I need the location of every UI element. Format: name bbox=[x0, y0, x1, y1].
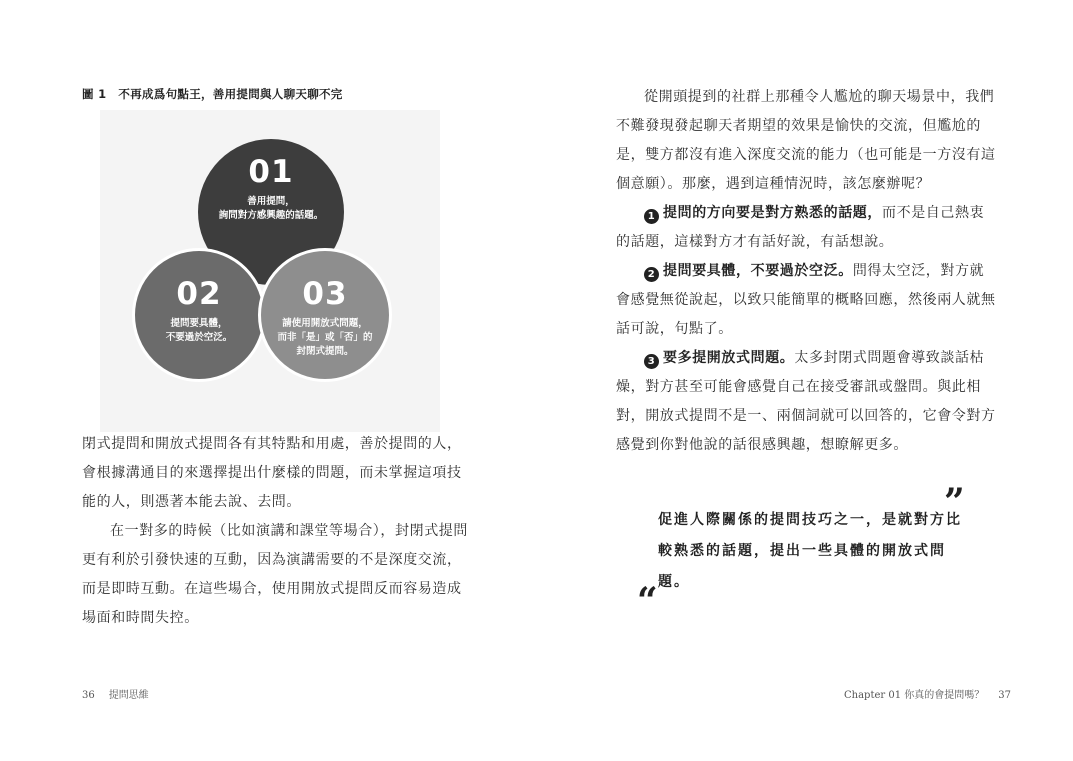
point-heading: 提問要具體，不要過於空泛。 bbox=[663, 263, 853, 279]
bullet-3-icon: 3 bbox=[644, 354, 659, 369]
figure-caption bbox=[82, 86, 343, 102]
venn-number: 02 bbox=[176, 276, 222, 312]
page-number: 37 bbox=[998, 690, 1011, 701]
point-3 bbox=[616, 344, 996, 460]
venn-line: 封閉式提問。 bbox=[296, 346, 354, 357]
point-heading: 提問的方向要是對方熟悉的話題， bbox=[663, 205, 882, 221]
open-quote-icon: “ bbox=[637, 580, 658, 622]
figure-title: 不再成爲句點王，善用提問與人聊天聊不完 bbox=[118, 87, 343, 101]
left-footer bbox=[82, 686, 149, 701]
right-body-text bbox=[616, 83, 996, 460]
left-body-text bbox=[82, 430, 472, 633]
point-heading: 要多提開放式問題。 bbox=[663, 350, 795, 366]
bullet-1-icon: 1 bbox=[644, 209, 659, 224]
figure-number: 圖 1 bbox=[82, 87, 107, 101]
point-2 bbox=[616, 257, 996, 344]
venn-diagram bbox=[100, 110, 440, 432]
close-quote-icon: ” bbox=[944, 481, 965, 523]
venn-number: 03 bbox=[302, 276, 348, 312]
chapter-label: Chapter 01 bbox=[844, 690, 902, 701]
venn-line: 請使用開放式問題， bbox=[282, 318, 368, 329]
venn-circle-02 bbox=[132, 248, 266, 382]
point-1 bbox=[616, 199, 996, 257]
bullet-2-icon: 2 bbox=[644, 267, 659, 282]
venn-line: 而非「是」或「否」的 bbox=[277, 332, 373, 343]
pull-quote: 促進人際關係的提問技巧之一，是就對方比較熟悉的話題，提出一些具體的開放式問題。 bbox=[658, 512, 962, 590]
point-text: 問得太空泛，對方就會感覺無從說起，以致只能簡單的概略回應，然後兩人就無話可說，句點了。 bbox=[616, 263, 996, 337]
body-paragraph: 在一對多的時候（比如演講和課堂等場合），封閉式提問更有利於引發快速的互動，因為演講需要的不是深度交流，而是即時互動。在這些場合，使用開放式提問反而容易造成場面和時間失控。 bbox=[82, 523, 468, 626]
page-number: 36 bbox=[82, 690, 95, 701]
venn-number: 01 bbox=[248, 154, 294, 190]
body-paragraph: 閉式提問和開放式提問各有其特點和用處，善於提問的人，會根據溝通目的來選擇提出什麼樣的問題，而未掌握這項技能的人，則憑著本能去說、去問。 bbox=[82, 436, 462, 510]
venn-circle-03 bbox=[258, 248, 392, 382]
lead-paragraph: 從開頭提到的社群上那種令人尷尬的聊天場景中，我們不難發現發起聊天者期望的效果是愉快的交流，但尷尬的是，雙方都沒有進入深度交流的能力（也可能是一方沒有這個意願）。那麼，遇到這種情況時，該怎麼辦呢？ bbox=[616, 89, 996, 192]
venn-text bbox=[277, 317, 372, 359]
right-footer bbox=[844, 686, 1011, 701]
book-title: 提問思維 bbox=[108, 690, 149, 701]
point-text: 而不是自己熱衷的話題，這樣對方才有話好說，有話想說。 bbox=[616, 205, 985, 250]
venn-line: 詢問對方感興趣的話題。 bbox=[218, 210, 324, 221]
point-text: 太多封閉式問題會導致談話枯燥，對方甚至可能會感覺自己在接受審訊或盤問。與此相對，開放式提問不是一、兩個詞就可以回答的，它會令對方感覺到你對他說的話很感興趣，想瞭解更多。 bbox=[616, 350, 996, 453]
venn-line: 善用提問， bbox=[247, 196, 295, 207]
venn-text bbox=[166, 317, 233, 345]
venn-text bbox=[219, 195, 324, 223]
venn-line: 不要過於空泛。 bbox=[165, 332, 233, 343]
venn-line: 提問要具體， bbox=[170, 318, 228, 329]
chapter-title: 你真的會提問嗎？ bbox=[904, 690, 985, 701]
